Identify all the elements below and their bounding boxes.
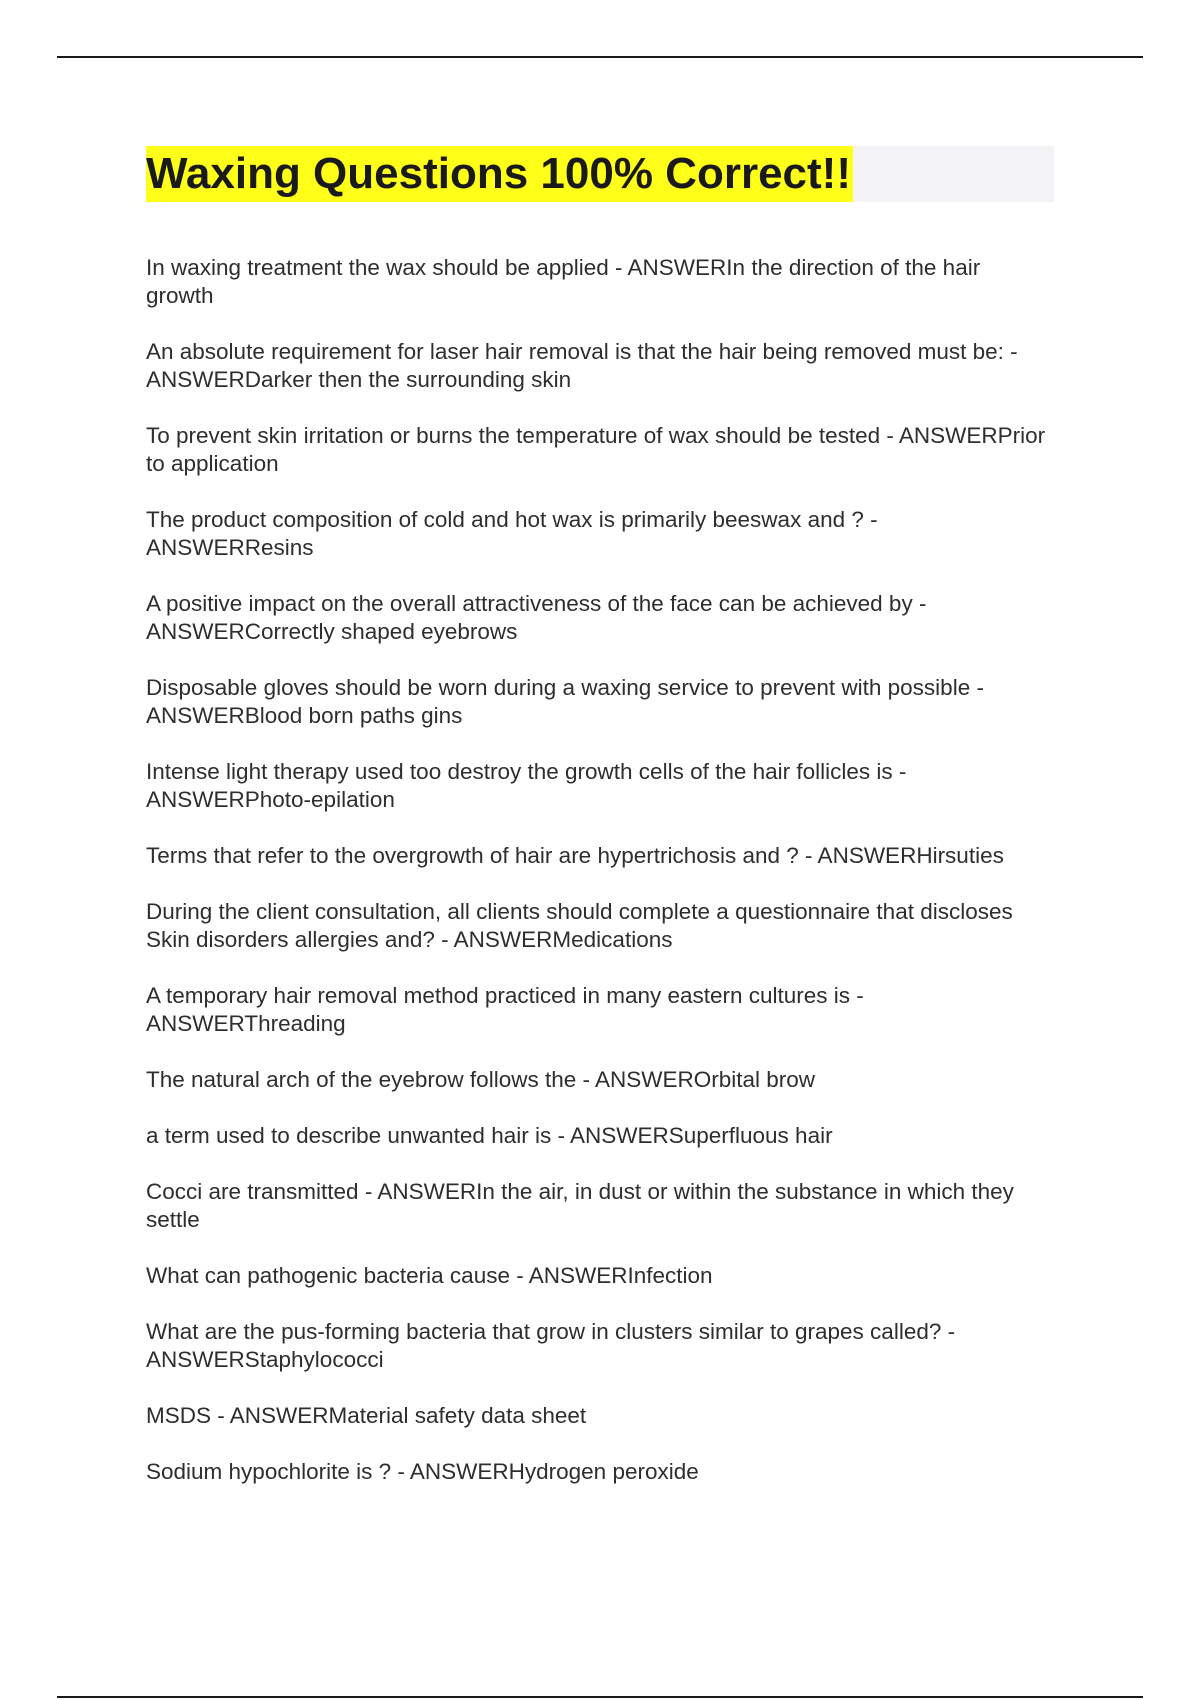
qa-item-16: MSDS - ANSWERMaterial safety data sheet bbox=[146, 1403, 587, 1428]
qa-item-1: In waxing treatment the wax should be applied - ANSWERIn the direction of the hair growth bbox=[146, 255, 981, 308]
qa-item-12: a term used to describe unwanted hair is - ANSWERSuperfluous hair bbox=[146, 1123, 833, 1148]
qa-item-17: Sodium hypochlorite is ? - ANSWERHydrogen peroxide bbox=[146, 1459, 699, 1484]
qa-item-9: During the client consultation, all clients should complete a questionnaire that discloses Skin disorders allergies and? - ANSWERMedications bbox=[146, 899, 1013, 952]
qa-item-10: A temporary hair removal method practiced in many eastern cultures is - ANSWERThreading bbox=[146, 983, 864, 1036]
qa-item-2: An absolute requirement for laser hair removal is that the hair being removed must be: - ANSWERDarker then the surrounding skin bbox=[146, 339, 1018, 392]
bottom-rule bbox=[57, 1696, 1143, 1698]
qa-item-11: The natural arch of the eyebrow follows the - ANSWEROrbital brow bbox=[146, 1067, 816, 1092]
qa-list bbox=[146, 254, 1046, 1514]
top-rule bbox=[57, 56, 1143, 58]
qa-item-6: Disposable gloves should be worn during a waxing service to prevent with possible - ANSWERBlood born paths gins bbox=[146, 675, 984, 728]
title-banner bbox=[146, 146, 1054, 202]
qa-item-3: To prevent skin irritation or burns the temperature of wax should be tested - ANSWERPrior to application bbox=[146, 423, 1046, 476]
qa-item-5: A positive impact on the overall attractiveness of the face can be achieved by - ANSWERCorrectly shaped eyebrows bbox=[146, 591, 927, 644]
qa-item-14: What can pathogenic bacteria cause - ANSWERInfection bbox=[146, 1263, 713, 1288]
qa-item-13: Cocci are transmitted - ANSWERIn the air, in dust or within the substance in which they settle bbox=[146, 1179, 1014, 1232]
qa-item-4: The product composition of cold and hot wax is primarily beeswax and ? - ANSWERResins bbox=[146, 507, 878, 560]
qa-item-8: Terms that refer to the overgrowth of hair are hypertrichosis and ? - ANSWERHirsuties bbox=[146, 843, 1004, 868]
qa-item-15: What are the pus-forming bacteria that grow in clusters similar to grapes called? - ANSWERStaphylococci bbox=[146, 1319, 956, 1372]
qa-item-7: Intense light therapy used too destroy the growth cells of the hair follicles is - ANSWERPhoto-epilation bbox=[146, 759, 907, 812]
page-title: Waxing Questions 100% Correct!! bbox=[146, 146, 853, 202]
